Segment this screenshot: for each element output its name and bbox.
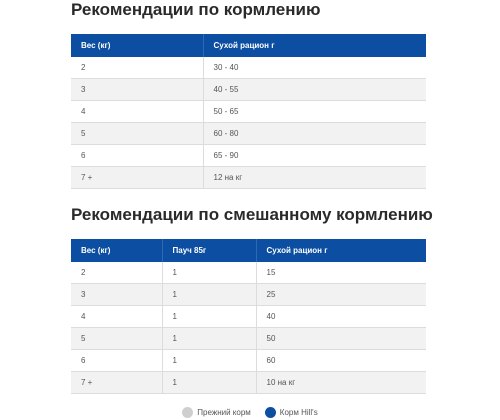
table-cell: 5: [71, 328, 162, 350]
table-cell: 50: [256, 328, 426, 350]
table-cell: 1: [162, 284, 256, 306]
mixed-feeding-title: Рекомендации по смешанному кормлению: [71, 205, 433, 224]
table-cell: 25: [256, 284, 426, 306]
table-row: [71, 79, 426, 101]
table-cell: 3: [71, 284, 162, 306]
dry-food-column-header: Сухой рацион г: [203, 34, 426, 57]
table-cell: 5: [71, 123, 203, 145]
table-cell: 50 - 65: [203, 101, 426, 123]
table-cell: 60: [256, 350, 426, 372]
table-row: [71, 167, 426, 189]
table-cell: 40: [256, 306, 426, 328]
table-cell: 2: [71, 262, 162, 284]
table-row: [71, 145, 426, 167]
table-cell: 65 - 90: [203, 145, 426, 167]
table-row: [71, 123, 426, 145]
legend-item-hills-food: [265, 407, 318, 418]
table-row: [71, 57, 426, 79]
table-cell: 6: [71, 145, 203, 167]
weight-column-header: Вес (кг): [71, 34, 203, 57]
table-row: [71, 101, 426, 123]
mixed-header-row: [71, 239, 426, 262]
table-row: [71, 262, 426, 284]
table-cell: 10 на кг: [256, 372, 426, 394]
table-row: [71, 372, 426, 394]
table-cell: 1: [162, 328, 256, 350]
table-cell: 15: [256, 262, 426, 284]
table-row: [71, 328, 426, 350]
table-cell: 60 - 80: [203, 123, 426, 145]
weight-column-header: Вес (кг): [71, 239, 162, 262]
table-cell: 4: [71, 306, 162, 328]
legend-label: Корм Hill's: [279, 408, 318, 417]
table-cell: 2: [71, 57, 203, 79]
table-row: [71, 284, 426, 306]
legend: [0, 407, 500, 418]
dry-food-column-header: Сухой рацион г: [256, 239, 426, 262]
table-row: [71, 350, 426, 372]
legend-item-previous-food: [182, 407, 250, 418]
table-cell: 7 +: [71, 167, 203, 189]
legend-label: Прежний корм: [197, 408, 251, 417]
table-cell: 1: [162, 306, 256, 328]
table-cell: 7 +: [71, 372, 162, 394]
table-row: [71, 306, 426, 328]
table-cell: 1: [162, 372, 256, 394]
table-cell: 1: [162, 350, 256, 372]
grey-dot-icon: [182, 407, 193, 418]
table-cell: 30 - 40: [203, 57, 426, 79]
pouch-column-header: Пауч 85г: [162, 239, 256, 262]
blue-dot-icon: [265, 407, 276, 418]
mixed-feeding-table: [71, 239, 426, 394]
table-cell: 1: [162, 262, 256, 284]
table-cell: 12 на кг: [203, 167, 426, 189]
table-cell: 40 - 55: [203, 79, 426, 101]
feeding-title: Рекомендации по кормлению: [71, 0, 321, 19]
table-cell: 4: [71, 101, 203, 123]
feeding-table: [71, 34, 426, 189]
feeding-header-row: [71, 34, 426, 57]
table-cell: 3: [71, 79, 203, 101]
table-cell: 6: [71, 350, 162, 372]
